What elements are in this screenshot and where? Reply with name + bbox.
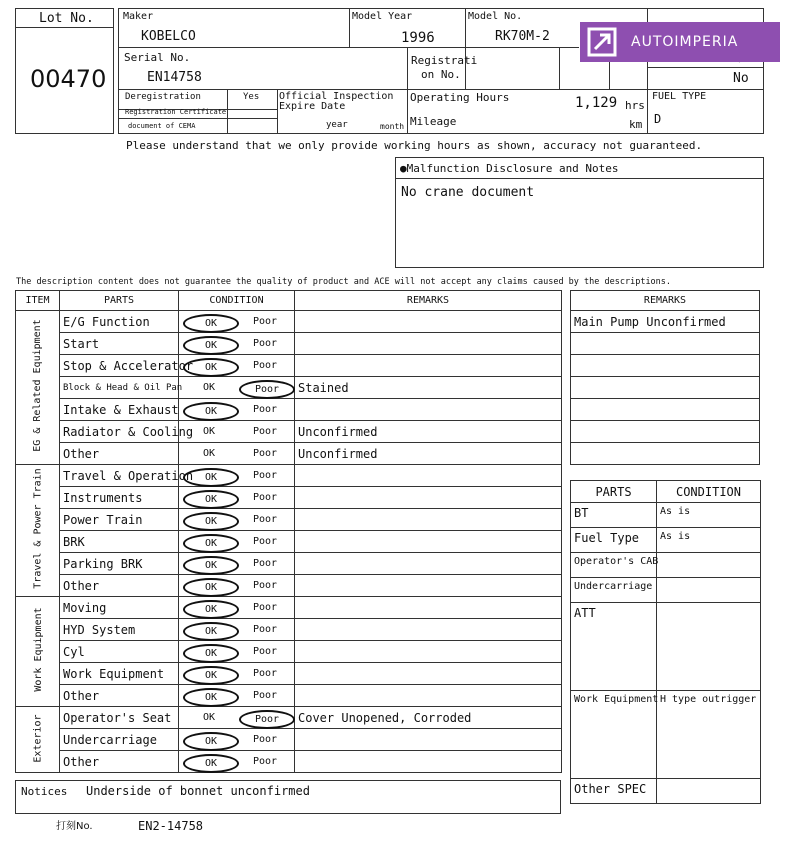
- condition-cell: [179, 465, 295, 487]
- item-group-cell: [16, 465, 60, 597]
- table-row: [16, 355, 562, 377]
- remark-cell: [295, 553, 562, 575]
- table-row: [16, 685, 562, 707]
- hours-unit: hrs: [625, 99, 645, 112]
- condition-ok-option: OK: [183, 600, 239, 619]
- table-row: [16, 333, 562, 355]
- part-name-cell: Moving: [60, 597, 179, 619]
- condition-ok-option: OK: [183, 754, 239, 773]
- item-group-label: Exterior: [32, 714, 44, 763]
- part-name-cell: Undercarriage: [60, 729, 179, 751]
- spec-table: [570, 480, 761, 804]
- model-no-label: Model No.: [468, 11, 523, 22]
- condition-ok-option: OK: [183, 578, 239, 597]
- inspection-label-line1: Official Inspection: [279, 91, 394, 102]
- part-name-cell: Instruments: [60, 487, 179, 509]
- spec-condition-cell: [657, 578, 761, 603]
- col-item-header: ITEM: [16, 291, 60, 311]
- condition-ok-option: OK: [183, 314, 239, 333]
- remark-cell: [295, 311, 562, 333]
- item-group-label: Travel & Power Train: [32, 468, 44, 589]
- inspection-label-line2: Expire Date: [279, 101, 346, 112]
- condition-ok-option: OK: [183, 534, 239, 553]
- condition-poor-option: Poor: [252, 338, 278, 349]
- stamp-label: 打刻No.: [56, 821, 93, 832]
- model-no-value: RK70M-2: [495, 29, 550, 44]
- remarks-cell: [571, 421, 760, 443]
- spec-row: [571, 528, 761, 553]
- remark-cell: [295, 685, 562, 707]
- logo-icon: [586, 26, 618, 58]
- col-parts-header: PARTS: [60, 291, 179, 311]
- condition-ok-option: OK: [183, 666, 239, 685]
- condition-ok-option: OK: [183, 622, 239, 641]
- condition-poor-option: Poor: [252, 756, 278, 767]
- spec-condition-cell: As is: [657, 503, 761, 528]
- table-row: [16, 619, 562, 641]
- condition-ok-option: OK: [183, 402, 239, 421]
- part-name-cell: BRK: [60, 531, 179, 553]
- condition-ok-option: OK: [183, 490, 239, 509]
- spec-condition-cell: [657, 779, 761, 804]
- part-name-cell: HYD System: [60, 619, 179, 641]
- condition-poor-option: Poor: [252, 734, 278, 745]
- remarks-cell: [571, 355, 760, 377]
- table-row: [16, 663, 562, 685]
- condition-cell: [179, 311, 295, 333]
- maker-value: KOBELCO: [141, 29, 196, 44]
- model-year-label: Model Year: [352, 11, 413, 22]
- spec-part-cell: Operator's CAB: [571, 553, 657, 578]
- condition-ok-option: OK: [183, 468, 239, 487]
- remark-cell: Cover Unopened, Corroded: [295, 707, 562, 729]
- remarks-cell: [571, 377, 760, 399]
- condition-cell: [179, 641, 295, 663]
- part-name-cell: Start: [60, 333, 179, 355]
- condition-poor-option: Poor: [239, 710, 295, 729]
- remarks-row: [571, 377, 760, 399]
- remark-cell: [295, 465, 562, 487]
- remark-cell: [295, 399, 562, 421]
- model-year-value: 1996: [401, 30, 435, 46]
- remarks-row: [571, 355, 760, 377]
- item-group-cell: [16, 707, 60, 773]
- condition-poor-option: Poor: [252, 404, 278, 415]
- part-name-cell: Other: [60, 751, 179, 773]
- table-row: [16, 729, 562, 751]
- condition-cell: [179, 663, 295, 685]
- condition-poor-option: Poor: [252, 690, 278, 701]
- condition-ok-option: OK: [202, 426, 216, 437]
- part-name-cell: Operator's Seat: [60, 707, 179, 729]
- condition-poor-option: Poor: [252, 426, 278, 437]
- remark-cell: Unconfirmed: [295, 443, 562, 465]
- condition-poor-option: Poor: [252, 558, 278, 569]
- notices-box: [15, 780, 561, 814]
- fuel-type-label: FUEL TYPE: [652, 91, 707, 102]
- month-label: month: [380, 122, 405, 131]
- spec-part-cell: ATT: [571, 603, 657, 691]
- table-row: [16, 509, 562, 531]
- condition-cell: [179, 553, 295, 575]
- item-group-cell: [16, 597, 60, 707]
- mileage-label: Mileage: [410, 115, 457, 128]
- condition-poor-option: Poor: [252, 580, 278, 591]
- spec-condition-cell: H type outrigger: [657, 691, 761, 779]
- ac-value: No: [733, 71, 749, 86]
- condition-poor-option: Poor: [239, 380, 295, 399]
- remark-cell: [295, 729, 562, 751]
- remarks-row: [571, 333, 760, 355]
- condition-ok-option: OK: [202, 448, 216, 459]
- table-row: [16, 465, 562, 487]
- remarks-cell: Main Pump Unconfirmed: [571, 311, 760, 333]
- part-name-cell: Travel & Operation: [60, 465, 179, 487]
- condition-poor-option: Poor: [252, 536, 278, 547]
- part-name-cell: Other: [60, 443, 179, 465]
- remark-cell: [295, 575, 562, 597]
- registration-label-line2: on No.: [421, 68, 461, 81]
- spec-part-cell: Fuel Type: [571, 528, 657, 553]
- spec-col-condition-header: CONDITION: [657, 481, 761, 503]
- condition-cell: [179, 597, 295, 619]
- condition-cell: [179, 685, 295, 707]
- table-row: [16, 421, 562, 443]
- serial-label: Serial No.: [124, 51, 191, 64]
- part-name-cell: Cyl: [60, 641, 179, 663]
- condition-poor-option: Poor: [252, 448, 278, 459]
- condition-ok-option: OK: [183, 688, 239, 707]
- table-row: [16, 399, 562, 421]
- spec-row: [571, 578, 761, 603]
- table-row: [16, 707, 562, 729]
- remarks-cell: [571, 443, 760, 465]
- operating-hours-value: 1,129: [575, 95, 618, 111]
- spec-row: [571, 553, 761, 578]
- remarks-row: [571, 443, 760, 465]
- hours-disclaimer: Please understand that we only provide working hours as shown, accuracy not guaranteed.: [126, 139, 703, 152]
- spec-row: [571, 603, 761, 691]
- item-group-cell: [16, 311, 60, 465]
- notices-label: Notices: [21, 785, 68, 798]
- condition-cell: [179, 355, 295, 377]
- lot-label: Lot No.: [39, 11, 94, 26]
- spec-part-cell: Work Equipment: [571, 691, 657, 779]
- condition-ok-option: OK: [183, 358, 239, 377]
- part-name-cell: Power Train: [60, 509, 179, 531]
- table-row: [16, 553, 562, 575]
- remark-cell: [295, 333, 562, 355]
- part-name-cell: Stop & Accelerator: [60, 355, 179, 377]
- condition-ok-option: OK: [183, 732, 239, 751]
- remarks-row: [571, 399, 760, 421]
- remark-cell: Unconfirmed: [295, 421, 562, 443]
- table-row: [16, 487, 562, 509]
- condition-poor-option: Poor: [252, 668, 278, 679]
- maker-label: Maker: [123, 11, 154, 22]
- remark-cell: [295, 355, 562, 377]
- condition-cell: [179, 575, 295, 597]
- part-name-cell: Work Equipment: [60, 663, 179, 685]
- spec-col-parts-header: PARTS: [571, 481, 657, 503]
- remark-cell: [295, 509, 562, 531]
- condition-ok-option: OK: [183, 644, 239, 663]
- condition-ok-option: OK: [183, 512, 239, 531]
- condition-ok-option: OK: [202, 382, 216, 393]
- table-row: [16, 641, 562, 663]
- item-group-label: EG & Related Equipment: [32, 318, 44, 452]
- condition-cell: [179, 707, 295, 729]
- remark-cell: [295, 751, 562, 773]
- condition-poor-option: Poor: [252, 470, 278, 481]
- condition-cell: [179, 399, 295, 421]
- deregistration-value: Yes: [243, 92, 260, 102]
- spec-condition-cell: As is: [657, 528, 761, 553]
- part-name-cell: Radiator & Cooling: [60, 421, 179, 443]
- col-condition-header: CONDITION: [179, 291, 295, 311]
- inspection-header-row: [16, 291, 562, 311]
- malfunction-title: ●Malfunction Disclosure and Notes: [400, 162, 619, 175]
- condition-cell: [179, 729, 295, 751]
- remark-cell: [295, 641, 562, 663]
- remarks-row: [571, 421, 760, 443]
- condition-poor-option: Poor: [252, 514, 278, 525]
- table-row: [16, 311, 562, 333]
- condition-poor-option: Poor: [252, 602, 278, 613]
- remarks-table-header: REMARKS: [571, 291, 760, 311]
- condition-cell: [179, 377, 295, 399]
- malfunction-box: [395, 157, 764, 268]
- operating-hours-label: Operating Hours: [410, 91, 510, 104]
- spec-row: [571, 503, 761, 528]
- part-name-cell: Intake & Exhaust: [60, 399, 179, 421]
- part-name-cell: Other: [60, 575, 179, 597]
- remarks-row: [571, 311, 760, 333]
- remark-cell: [295, 663, 562, 685]
- table-row: [16, 377, 562, 399]
- part-name-cell: Parking BRK: [60, 553, 179, 575]
- condition-cell: [179, 421, 295, 443]
- remark-cell: Stained: [295, 377, 562, 399]
- spec-row: [571, 779, 761, 804]
- description-disclaimer: The description content does not guarantee the quality of product and ACE will not accept any claims caused by the descriptions.: [16, 277, 672, 287]
- stamp-value: EN2-14758: [138, 819, 204, 833]
- remarks-table: [570, 290, 760, 465]
- notices-text: Underside of bonnet unconfirmed: [86, 784, 310, 798]
- condition-ok-option: OK: [183, 556, 239, 575]
- condition-poor-option: Poor: [252, 492, 278, 503]
- condition-cell: [179, 619, 295, 641]
- inspection-table: [15, 290, 562, 773]
- spec-row: [571, 691, 761, 779]
- remark-cell: [295, 619, 562, 641]
- spec-part-cell: Undercarriage: [571, 578, 657, 603]
- table-row: [16, 751, 562, 773]
- condition-poor-option: Poor: [252, 316, 278, 327]
- spec-condition-cell: [657, 603, 761, 691]
- part-name-cell: Other: [60, 685, 179, 707]
- remark-cell: [295, 597, 562, 619]
- remarks-cell: [571, 333, 760, 355]
- condition-cell: [179, 443, 295, 465]
- condition-cell: [179, 531, 295, 553]
- km-unit: km: [629, 118, 643, 131]
- condition-poor-option: Poor: [252, 646, 278, 657]
- lot-number: 00470: [30, 65, 107, 93]
- remarks-cell: [571, 399, 760, 421]
- spec-part-cell: Other SPEC: [571, 779, 657, 804]
- table-row: [16, 575, 562, 597]
- condition-ok-option: OK: [183, 336, 239, 355]
- spec-condition-cell: [657, 553, 761, 578]
- condition-cell: [179, 333, 295, 355]
- year-label: year: [326, 120, 348, 130]
- malfunction-text: No crane document: [401, 185, 535, 200]
- table-row: [16, 531, 562, 553]
- condition-poor-option: Poor: [252, 360, 278, 371]
- condition-cell: [179, 487, 295, 509]
- col-remarks-header: REMARKS: [295, 291, 562, 311]
- logo-text: AUTOIMPERIA: [631, 34, 739, 50]
- condition-cell: [179, 509, 295, 531]
- lot-box: [15, 8, 114, 134]
- part-name-cell: E/G Function: [60, 311, 179, 333]
- table-row: [16, 597, 562, 619]
- condition-cell: [179, 751, 295, 773]
- item-group-label: Work Equipment: [32, 607, 44, 692]
- remark-cell: [295, 531, 562, 553]
- fuel-type-value: D: [654, 112, 662, 126]
- autoimperia-logo: [580, 22, 780, 62]
- condition-poor-option: Poor: [252, 624, 278, 635]
- cema-document-label: document of CEMA: [128, 122, 196, 130]
- part-name-cell: Block & Head & Oil Pan: [60, 377, 179, 399]
- serial-value: EN14758: [147, 70, 202, 85]
- table-row: [16, 443, 562, 465]
- registration-certificate-label: Registration Certificate: [125, 108, 227, 116]
- registration-label-line1: Registrati: [411, 54, 478, 67]
- remark-cell: [295, 487, 562, 509]
- deregistration-label: Deregistration: [125, 92, 201, 102]
- condition-ok-option: OK: [202, 712, 216, 723]
- spec-part-cell: BT: [571, 503, 657, 528]
